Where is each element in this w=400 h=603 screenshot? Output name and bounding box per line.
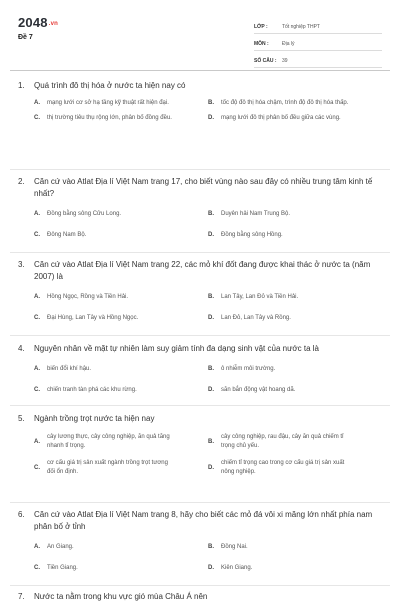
option-text: ô nhiễm môi trường. [221,366,276,372]
option-text: Tiền Giang. [47,565,78,571]
meta-row-count [254,51,382,68]
meta-row-class [254,17,382,34]
option-b[interactable] [208,293,382,302]
option-text: Đông Nam Bộ. [47,232,87,238]
option-text: cây công nghiệp, rau đậu, cây ăn quả chiếm tỉ trọng chủ yếu. [221,434,344,449]
option-c[interactable] [34,386,208,395]
option-d[interactable] [208,459,382,477]
question-divider [10,405,390,406]
option-c[interactable] [34,459,208,477]
question-body: Quá trình đô thị hóa ở nước ta hiện nay có [34,81,186,90]
option-letter: A. [34,211,40,217]
option-b[interactable] [208,210,382,219]
question-text [18,80,382,92]
option-letter: C. [34,464,40,471]
question-text [18,259,382,283]
question-text [18,591,382,603]
option-c[interactable] [34,314,208,323]
question-body: Ngành trồng trọt nước ta hiện nay [34,414,155,423]
option-letter: D. [208,115,214,121]
option-b[interactable] [208,543,382,552]
option-b[interactable] [208,433,382,451]
question-1 [18,80,382,123]
option-a[interactable] [34,99,208,108]
option-text: mạng lưới đô thị phân bố đều giữa các vùng. [221,115,341,121]
option-text: Kiên Giang. [221,565,253,571]
option-letter: C. [34,387,40,393]
option-text: Lan Đỏ, Lan Tây và Rồng. [221,315,291,321]
option-list [34,99,382,123]
question-number: 6. [18,510,25,519]
option-list [34,543,382,573]
meta-value: 39 [282,58,288,64]
option-text: Lan Tây, Lan Đỏ và Tiền Hải. [221,294,299,300]
meta-key: SỐ CÂU : [254,58,277,64]
option-letter: A. [34,100,40,106]
option-letter: A. [34,438,40,445]
option-list [34,433,382,477]
option-letter: C. [34,232,40,238]
option-text: biến đổi khí hậu. [47,366,92,372]
page-header [0,0,400,78]
question-3 [18,259,382,323]
question-number: 7. [18,592,25,601]
question-4 [18,343,382,395]
option-a[interactable] [34,365,208,374]
question-body: Căn cứ vào Atlat Địa lí Việt Nam trang 8, hãy cho biết các mỏ đá vôi xi măng lớn nhất phía nam phân bố ở tỉnh [34,510,373,531]
question-body: Nguyên nhân về mặt tự nhiên làm suy giảm tính đa dạng sinh vật của nước ta là [34,344,320,353]
meta-value: Địa lý [282,41,295,47]
question-body: Nước ta nằm trong khu vực gió mùa Châu Á nên [34,592,208,601]
option-text: Duyên hải Nam Trung Bộ. [221,211,291,217]
question-text [18,509,382,533]
option-a[interactable] [34,210,208,219]
question-text [18,343,382,355]
meta-value: Tốt nghiệp THPT [282,24,320,30]
question-2 [18,176,382,240]
question-number: 1. [18,81,25,90]
logo-text: 2048 [18,15,48,30]
option-letter: D. [208,387,214,393]
option-letter: B. [208,294,214,300]
option-a[interactable] [34,433,208,451]
question-divider [10,252,390,253]
option-letter: B. [208,211,214,217]
option-text: Đồng bằng sông Hồng. [221,232,283,238]
site-logo[interactable] [18,15,58,30]
question-text [18,176,382,200]
option-d[interactable] [208,114,382,123]
option-list [34,365,382,395]
option-text: mạng lưới cơ sở hạ tầng kỹ thuật rất hiện đại. [47,100,169,106]
option-letter: D. [208,315,214,321]
question-divider [10,502,390,503]
question-number: 3. [18,260,25,269]
option-text: Đại Hùng, Lan Tây và Hồng Ngọc. [47,315,139,321]
option-text: chiếm tỉ trọng cao trong cơ cấu giá trị sản xuất nông nghiệp. [221,460,345,475]
option-b[interactable] [208,99,382,108]
option-letter: C. [34,315,40,321]
option-c[interactable] [34,564,208,573]
option-c[interactable] [34,231,208,240]
question-number: 4. [18,344,25,353]
option-letter: A. [34,366,40,372]
question-number: 2. [18,177,25,186]
option-d[interactable] [208,564,382,573]
option-letter: D. [208,232,214,238]
option-a[interactable] [34,293,208,302]
option-letter: C. [34,565,40,571]
exam-meta [254,17,382,68]
question-6 [18,509,382,573]
question-text [18,413,382,425]
option-letter: D. [208,565,214,571]
meta-key: MÔN : [254,41,269,47]
question-number: 5. [18,414,25,423]
meta-key: LỚP : [254,24,268,30]
option-text: An Giang. [47,544,74,550]
option-letter: D. [208,464,214,471]
option-letter: B. [208,544,214,550]
option-d[interactable] [208,386,382,395]
question-divider [10,169,390,170]
question-divider [10,335,390,336]
option-a[interactable] [34,543,208,552]
option-list [34,210,382,240]
question-5 [18,413,382,477]
meta-row-subject [254,34,382,51]
option-d[interactable] [208,314,382,323]
option-letter: B. [208,438,214,445]
question-divider [10,585,390,586]
option-text: cây lương thực, cây công nghiệp, ăn quả tăng nhanh tỉ trọng. [47,434,170,449]
option-letter: A. [34,544,40,550]
logo-suffix: .vn [48,20,59,27]
option-text: Hồng Ngọc, Rồng và Tiền Hải. [47,294,129,300]
option-text: thị trường tiêu thụ rộng lớn, phân bố đồng đều. [47,115,172,121]
option-text: tốc độ đô thị hóa chậm, trình độ đô thị hóa thấp. [221,100,349,106]
option-letter: C. [34,115,40,121]
exam-title: Đề 7 [18,34,33,41]
option-d[interactable] [208,231,382,240]
option-list [34,293,382,323]
option-text: săn bắn động vật hoang dã. [221,387,296,393]
option-c[interactable] [34,114,208,123]
header-divider [10,70,390,71]
question-body: Căn cứ vào Atlat Địa lí Việt Nam trang 22, các mỏ khí đốt đang được khai thác ở nước ta (năm 2007) là [34,260,371,281]
option-letter: B. [208,100,214,106]
option-text: chiến tranh tàn phá các khu rừng. [47,387,137,393]
question-7 [18,591,382,603]
option-letter: A. [34,294,40,300]
option-text: cơ cấu giá trị sản xuất ngành trồng trọt tương đối ổn định. [47,460,168,475]
option-letter: B. [208,366,214,372]
option-text: Đồng Nai. [221,544,248,550]
question-body: Căn cứ vào Atlat Địa lí Việt Nam trang 17, cho biết vùng nào sau đây có nhiều trung tâm kinh tế nhất? [34,177,373,198]
option-text: Đồng bằng sông Cửu Long. [47,211,122,217]
option-b[interactable] [208,365,382,374]
